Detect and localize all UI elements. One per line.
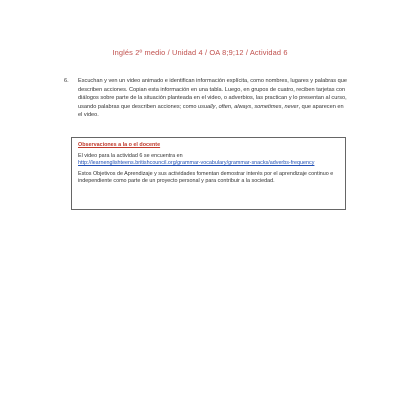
adverb-never: never (284, 103, 299, 110)
video-link[interactable]: http://learnenglishteens.britishcouncil.org/grammar-vocabulary/grammar-snacks/adverbs-frequency (78, 160, 315, 167)
adverb-always: always (234, 103, 252, 110)
activity-item (64, 77, 348, 120)
observations-video-text: El video para la actividad 6 se encuentra en (78, 152, 183, 159)
observations-title: Observaciones a la o el docente (78, 142, 161, 148)
activity-text-part2: , que aparecen en el video. (78, 103, 344, 119)
activity-number: 6. (64, 78, 69, 84)
adverb-sometimes: sometimes (254, 103, 282, 110)
teacher-observations-box (71, 137, 346, 210)
page-title: Inglés 2º medio / Unidad 4 / OA 8;9;12 / Actividad 6 (112, 48, 288, 57)
observations-paragraph: Estos Objetivos de Aprendizaje y sus actividades fomentan demostrar interés por el aprendizaje continuo e independiente como parte de un proyecto personal y para contribuir a la sociedad. (78, 170, 334, 185)
adverb-usually: usually (198, 103, 216, 110)
activity-text-part1: Escuchan y ven un video animado e identifican información explícita, como nombres, lugares y palabras que describen acciones. Copian esta información en una tabla. Luego, en grupos de cuatro, reciben tarjetas con diálogos sobre parte de la situación planteada en el video, o adverbios, las practican y lo presentan al curso, usando palabras que describen acciones; como (78, 78, 347, 110)
adverb-often: often (218, 103, 232, 110)
activity-text: Escuchan y ven un video animado e identifican información explícita, como nombres, lugares y palabras que describen acciones. Copian esta información en una tabla. Luego, en grupos de cuatro, reciben tarjetas con diálogos sobre parte de la situación planteada en el video, o adverbios, las practican y lo presentan al curso, usando palabras que describen acciones; como usually, often, always, sometimes, never, que aparecen en el video. (78, 78, 347, 119)
